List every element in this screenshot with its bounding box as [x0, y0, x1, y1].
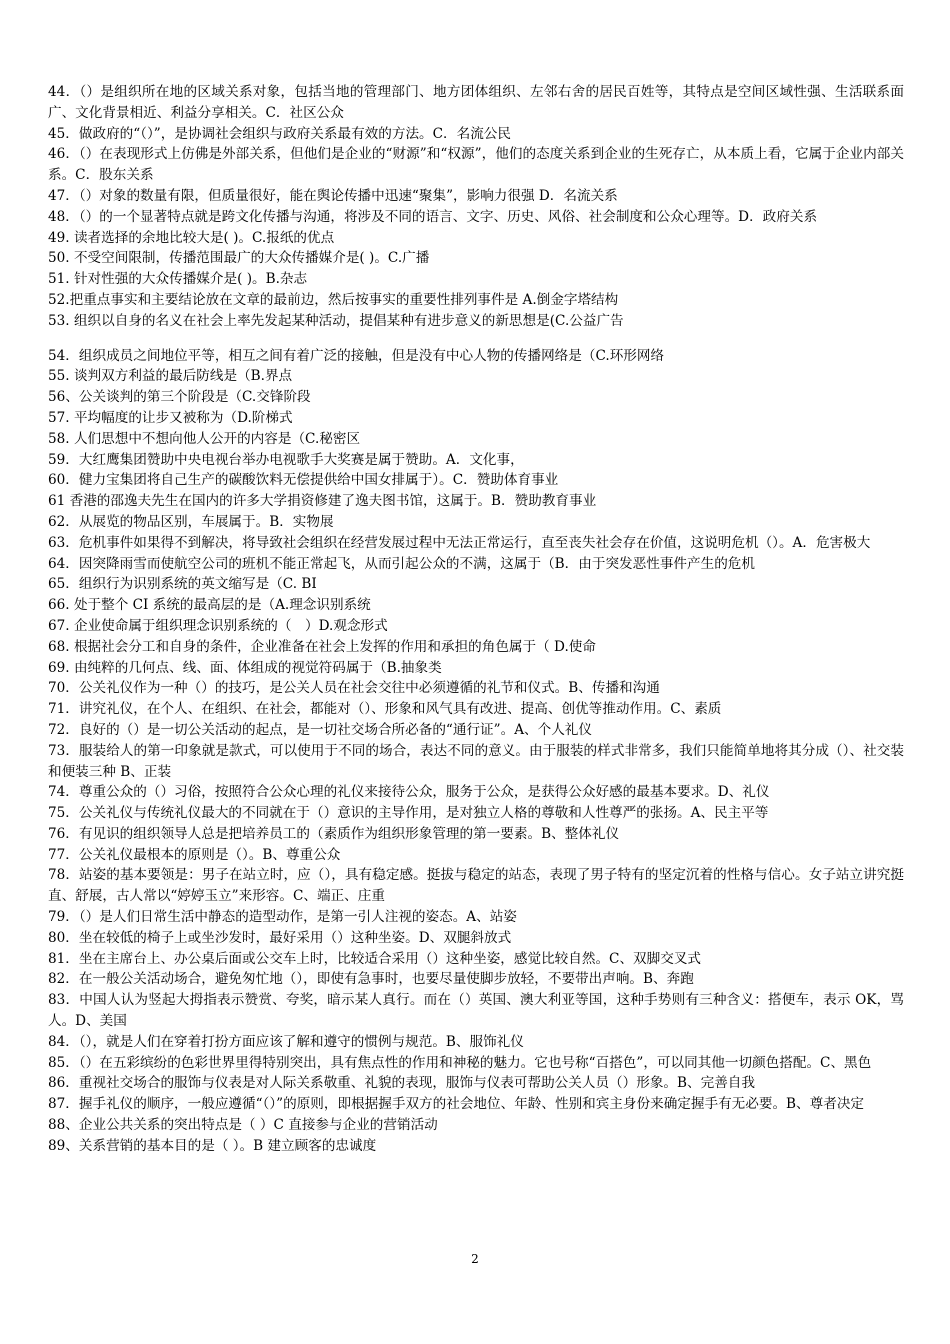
question-83: 83．中国人认为竖起大拇指表示赞赏、夸奖，暗示某人真行。而在（）英国、澳大利亚等国，这种手势则有三种含义：搭便车，表示 OK，骂人。D、美国: [48, 992, 904, 1030]
question-75: 75．公关礼仪与传统礼仪最大的不同就在于（）意识的主导作用，是对独立人格的尊敬和人性尊严的张扬。A、民主平等: [48, 805, 769, 822]
question-74: 74．尊重公众的（）习俗，按照符合公众心理的礼仪来接待公众，服务于公众，是获得公众好感的最基本要求。D、礼仪: [48, 784, 770, 801]
question-45: 45．做政府的“（）”，是协调社会组织与政府关系最有效的方法。C．名流公民: [48, 125, 511, 142]
paragraph-gap: [48, 332, 904, 346]
question-70: 70．公关礼仪作为一种（）的技巧，是公关人员在社会交往中必须遵循的礼节和仪式。B、传播和沟通: [48, 680, 660, 697]
document-body: [48, 82, 904, 1157]
question-71: 71．讲究礼仪，在个人、在组织、在社会，都能对（）、形象和风气具有改进、提高、创优等推动作用。C、素质: [48, 701, 722, 718]
question-66: 66. 处于整个 CI 系统的最高层的是（A.理念识别系统: [48, 597, 371, 614]
page-number: 2: [471, 1252, 479, 1266]
question-61: 61 香港的邵逸夫先生在国内的许多大学捐资修建了逸夫图书馆，这属于。B．赞助教育事业: [48, 493, 597, 510]
question-89: 89、关系营销的基本目的是（ ）。B 建立顾客的忠诚度: [48, 1137, 377, 1154]
question-48: 48．（）的一个显著特点就是跨文化传播与沟通，将涉及不同的语言、文字、历史、风俗、社会制度和公众心理等。D．政府关系: [48, 208, 818, 225]
question-73: 73．服装给人的第一印象就是款式，可以使用于不同的场合，表达不同的意义。由于服装的样式非常多，我们只能简单地将其分成（）、社交装和便装三种 B、正装: [48, 742, 904, 780]
question-67: 67. 企业使命属于组织理念识别系统的（ ）D.观念形式: [48, 617, 388, 634]
question-58: 58. 人们思想中不想向他人公开的内容是（C.秘密区: [48, 430, 361, 447]
question-44: 44．（）是组织所在地的区域关系对象，包括当地的管理部门、地方团体组织、左邻右舍的居民百姓等，其特点是空间区域性强、生活联系面广、文化背景相近、利益分享相关。C．社区公众: [48, 84, 904, 121]
question-49: 49. 读者选择的余地比较大是( )。C.报纸的优点: [48, 229, 335, 246]
question-86: 86．重视社交场合的服饰与仪表是对人际关系敬重、礼貌的表现，服饰与仪表可帮助公关人员（）形象。B、完善自我: [48, 1075, 755, 1092]
question-50: 50. 不受空间限制，传播范围最广的大众传播媒介是( )。C.广播: [48, 250, 430, 267]
question-85: 85．（）在五彩缤纷的色彩世界里得特别突出，具有焦点性的作用和神秘的魅力。它也号称“百搭色”，可以同其他一切颜色搭配。C、黑色: [48, 1054, 872, 1071]
question-78: 78．站姿的基本要领是：男子在站立时，应（），具有稳定感。挺拔与稳定的站态，表现了男子特有的坚定沉着的性格与信心。女子站立讲究挺直、舒展，古人常以“婷婷玉立”来形容。C、端正、庄重: [48, 867, 904, 905]
question-69: 69. 由纯粹的几何点、线、面、体组成的视觉符码属于（B.抽象类: [48, 659, 442, 676]
question-84: 84．（），就是人们在穿着打扮方面应该了解和遵守的惯例与规范。B、服饰礼仪: [48, 1033, 524, 1050]
question-57: 57. 平均幅度的让步又被称为（D.阶梯式: [48, 409, 293, 426]
question-72: 72．良好的（）是一切公关活动的起点，是一切社交场合所必备的“通行证”。A、个人礼仪: [48, 721, 592, 738]
question-87: 87．握手礼仪的顺序，一般应遵循“（）”的原则，即根据握手双方的社会地位、年龄、性别和宾主身份来确定握手有无必要。B、尊者决定: [48, 1096, 865, 1113]
question-80: 80．坐在较低的椅子上或坐沙发时，最好采用（）这种坐姿。D、双腿斜放式: [48, 929, 512, 946]
question-82: 82．在一般公关活动场合，避免匆忙地（），即使有急事时，也要尽量使脚步放轻，不要带出声响。B、奔跑: [48, 971, 694, 988]
question-53: 53. 组织以自身的名义在社会上率先发起某种活动，提倡某种有进步意义的新思想是(C.公益广告: [48, 312, 624, 329]
question-77: 77．公关礼仪最根本的原则是（）。B、尊重公众: [48, 846, 341, 863]
question-51: 51. 针对性强的大众传播媒介是( )。B.杂志: [48, 271, 308, 288]
question-62: 62．从展览的物品区别，车展属于。B．实物展: [48, 513, 334, 530]
question-60: 60．健力宝集团将自己生产的碳酸饮料无偿提供给中国女排属于）。C．赞助体育事业: [48, 472, 559, 489]
question-64: 64．因突降雨雪而使航空公司的班机不能正常起飞，从而引起公众的不满，这属于（B．由于突发恶性事件产生的危机: [48, 555, 755, 572]
question-54: 54．组织成员之间地位平等，相互之间有着广泛的接触，但是没有中心人物的传播网络是（C.环形网络: [48, 347, 665, 364]
question-81: 81．坐在主席台上、办公桌后面或公交车上时，比较适合采用（）这种坐姿，感觉比较自然。C、双脚交叉式: [48, 950, 702, 967]
question-46: 46．（）在表现形式上仿佛是外部关系，但他们是企业的“财源”和“权源”，他们的态度关系到企业的生死存亡，从本质上看，它属于企业内部关系。C．股东关系: [48, 146, 904, 184]
question-65: 65．组织行为识别系统的英文缩写是（C. BI: [48, 576, 317, 593]
question-47: 47．（）对象的数量有限，但质量很好，能在舆论传播中迅速“聚集”，影响力很强 D．名流关系: [48, 187, 618, 204]
question-88: 88、企业公共关系的突出特点是（ ）C 直接参与企业的营销活动: [48, 1117, 438, 1134]
question-76: 76．有见识的组织领导人总是把培养员工的（素质作为组织形象管理的第一要素。B、整体礼仪: [48, 825, 620, 842]
question-79: 79．（）是人们日常生活中静态的造型动作，是第一引人注视的姿态。A、站姿: [48, 909, 517, 926]
question-63: 63．危机事件如果得不到解决，将导致社会组织在经营发展过程中无法正常运行，直至丧失社会存在价值，这说明危机（）。A．危害极大: [48, 534, 871, 551]
question-55: 55. 谈判双方利益的最后防线是（B.界点: [48, 368, 293, 385]
question-56: 56、公关谈判的第三个阶段是（C.交锋阶段: [48, 389, 311, 406]
question-59: 59．大红鹰集团赞助中央电视台举办电视歌手大奖赛是属于赞助。A．文化事，: [48, 451, 524, 468]
question-68: 68. 根据社会分工和自身的条件，企业准备在社会上发挥的作用和承担的角色属于（ D.使命: [48, 638, 596, 655]
question-52: 52.把重点事实和主要结论放在文章的最前边，然后按事实的重要性排列事件是 A.倒金字塔结构: [48, 291, 619, 308]
